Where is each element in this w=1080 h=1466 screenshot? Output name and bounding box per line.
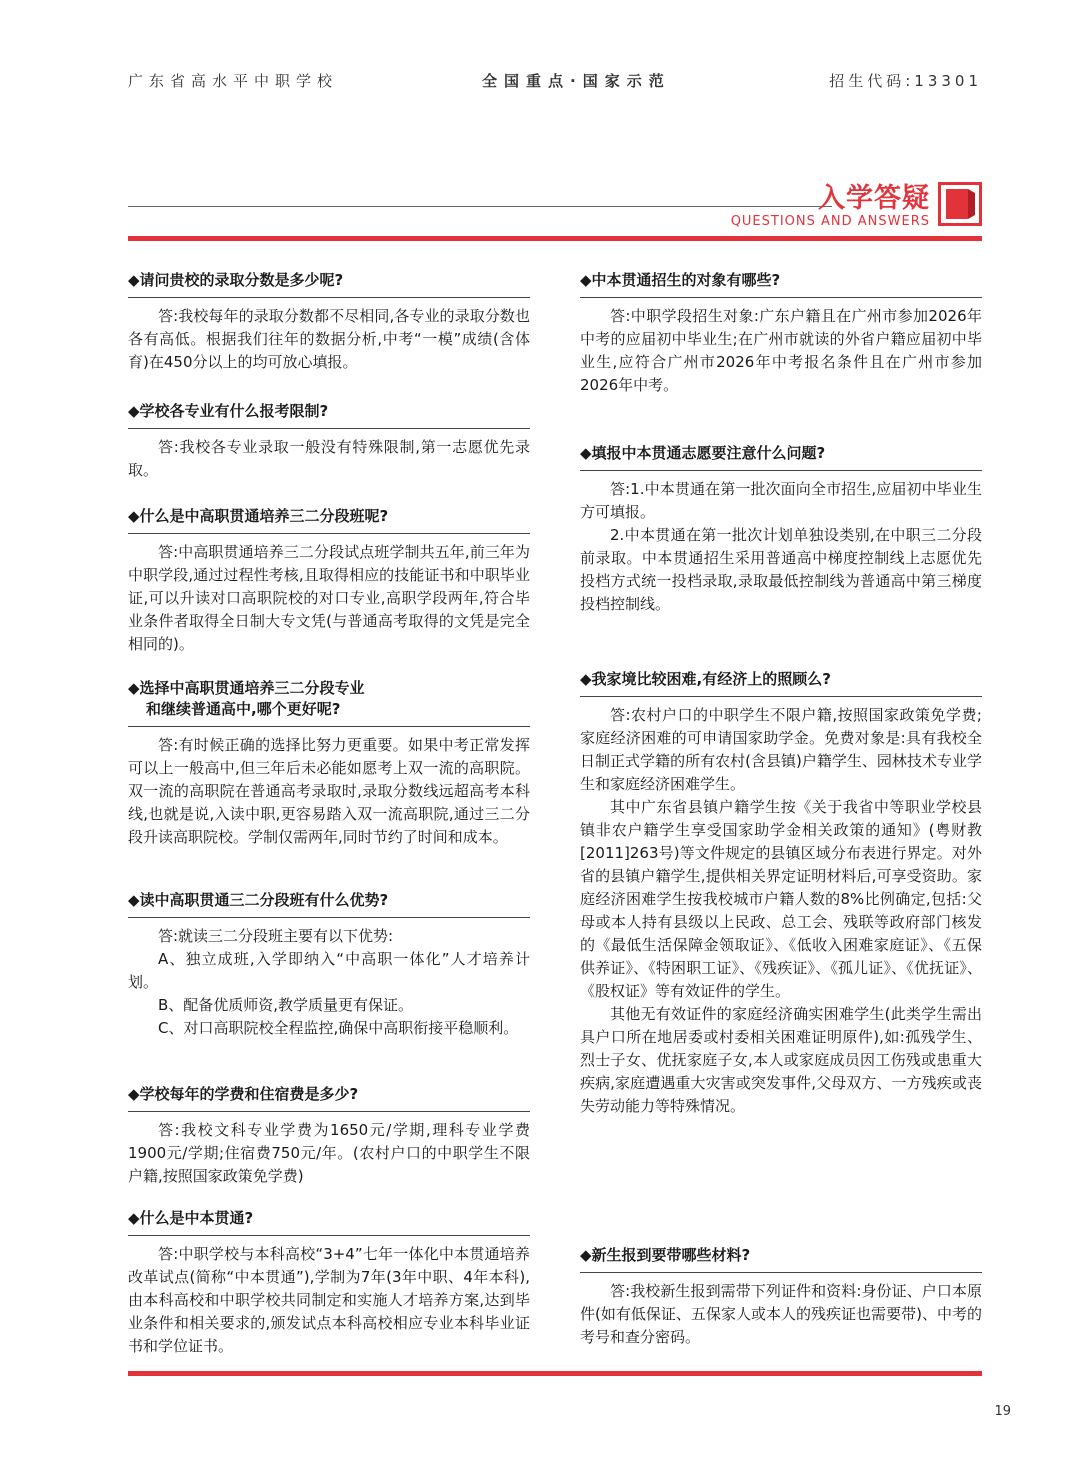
qa-item: [580, 669, 982, 1118]
question-heading: [580, 443, 982, 471]
question-text: ◆请问贵校的录取分数是多少呢?: [128, 271, 344, 289]
header-honor: 全国重点·国家示范: [482, 72, 671, 90]
question-text: ◆填报中本贯通志愿要注意什么问题?: [580, 444, 826, 462]
answer-paragraph: 其中广东省县镇户籍学生按《关于我省中等职业学校县镇非农户籍学生享受国家助学金相关政策的通知》(粤财教[2011]263号)等文件规定的县镇区域分布表进行界定。对外省的县镇户籍学生,提供相关界定证明材料后,可享受资助。家庭经济困难学生按我校城市户籍人数的8%比例确定,包括:父母或本人持有县级以上民政、总工会、残联等政府部门核发的《最低生活保障金领取证》、《低收入困难家庭证》、《五保供养证》、《特困职工证》、《残疾证》、《孤儿证》、《优抚证》、《股权证》等有效证件的学生。: [580, 798, 982, 1000]
answer-paragraph: 答:有时候正确的选择比努力更重要。如果中考正常发挥可以上一般高中,但三年后未必能如愿考上双一流的高职院。双一流的高职院在普通高考录取时,录取分数线远超高考本科线,也就是说,入读中职,更容易踏入双一流高职院,通过三二分段升读高职院校。学制仅需两年,同时节约了时间和成本。: [128, 736, 530, 846]
answer-body: [580, 704, 982, 1118]
question-heading: [128, 1208, 530, 1236]
answer-paragraph: B、配备优质师资,教学质量更有保证。: [158, 996, 414, 1014]
question-heading: [128, 401, 530, 429]
qa-item: [128, 1208, 530, 1358]
question-heading: [128, 678, 530, 727]
answer-paragraph: 答:我校每年的录取分数都不尽相同,各专业的录取分数也各有高低。根据我们往年的数据分析,中考“一模”成绩(含体育)在450分以上的均可放心填报。: [128, 307, 530, 371]
footer-red-bar: [128, 1371, 982, 1376]
answer-paragraph: 答:就读三二分段班主要有以下优势:: [158, 927, 394, 945]
answer-paragraph: 答:中职学校与本科高校“3+4”七年一体化中本贯通培养改革试点(简称“中本贯通”),学制为7年(3年中职、4年本科),由本科高校和中职学校共同制定和实施人才培养方案,达到毕业条件和相关要求的,颁发试点本科高校相应专业本科毕业证书和学位证书。: [128, 1245, 530, 1355]
answer-body: [128, 436, 530, 482]
question-text: ◆读中高职贯通三二分段班有什么优势?: [128, 891, 389, 909]
question-text: ◆学校每年的学费和住宿费是多少?: [128, 1085, 359, 1103]
page-number: 19: [994, 1404, 1011, 1419]
answer-paragraph: 其他无有效证件的家庭经济确实困难学生(此类学生需出具户口所在地居委或村委相关困难证明原件),如:孤残学生、烈士子女、优抚家庭子女,本人或家庭成员因工伤残或患重大疾病,家庭遭遇重大灾害或突发事件,父母双方、一方残疾或丧失劳动能力等特殊情况。: [580, 1005, 982, 1115]
section-subtitle: QUESTIONS AND ANSWERS: [730, 214, 930, 229]
question-heading: [580, 1245, 982, 1273]
section-title: 入学答疑: [818, 183, 930, 214]
qa-item: [128, 401, 530, 482]
question-heading: [128, 1084, 530, 1112]
answer-body: [580, 1280, 982, 1349]
answer-paragraph: A、独立成班,入学即纳入“中高职一体化”人才培养计划。: [128, 950, 530, 991]
qa-item: [580, 1245, 982, 1349]
answer-body: [128, 1119, 530, 1188]
question-heading: [580, 669, 982, 697]
qa-item: [128, 678, 530, 849]
qa-item: [580, 443, 982, 616]
answer-body: [580, 478, 982, 616]
question-text: ◆中本贯通招生的对象有哪些?: [580, 271, 781, 289]
question-text: ◆选择中高职贯通培养三二分段专业: [128, 679, 365, 697]
answer-body: [128, 734, 530, 849]
question-text: ◆学校各专业有什么报考限制?: [128, 402, 329, 420]
section-banner: [128, 176, 982, 246]
question-text-line2: 和继续普通高中,哪个更好呢?: [146, 700, 341, 718]
answer-paragraph: 答:我校文科专业学费为1650元/学期,理科专业学费1900元/学期;住宿费750元/年。(农村户口的中职学生不限户籍,按照国家政策免学费): [128, 1121, 530, 1185]
answer-body: [580, 305, 982, 397]
qa-item: [128, 1084, 530, 1188]
qa-item: [128, 890, 530, 1040]
answer-paragraph: 答:中职学段招生对象:广东户籍且在广州市参加2026年中考的应届初中毕业生;在广州市就读的外省户籍应届初中毕业生,应符合广州市2026年中考报名条件且在广州市参加2026年中考。: [580, 307, 982, 394]
qa-item: [128, 270, 530, 374]
question-text: ◆什么是中高职贯通培养三二分段班呢?: [128, 507, 389, 525]
answer-paragraph: C、对口高职院校全程监控,确保中高职衔接平稳顺利。: [158, 1019, 519, 1037]
question-heading: [128, 506, 530, 534]
answer-paragraph: 2.中本贯通在第一批次计划单独设类别,在中职三二分段前录取。中本贯通招生采用普通高中梯度控制线上志愿优先投档方式统一投档录取,录取最低控制线为普通高中第三梯度投档控制线。: [580, 526, 982, 613]
answer-paragraph: 答:农村户口的中职学生不限户籍,按照国家政策免学费;家庭经济困难的可申请国家助学金。免费对象是:具有我校全日制正式学籍的所有农村(含县镇)户籍学生、园林技术专业学生和家庭经济困难学生。: [580, 706, 982, 793]
answer-paragraph: 答:我校各专业录取一般没有特殊限制,第一志愿优先录取。: [128, 438, 530, 479]
question-heading: [128, 890, 530, 918]
question-text: ◆新生报到要带哪些材料?: [580, 1246, 751, 1264]
answer-body: [128, 305, 530, 374]
top-header: [128, 70, 982, 94]
question-heading: [580, 270, 982, 298]
answer-body: [128, 1243, 530, 1358]
question-text: ◆我家境比较困难,有经济上的照顾么?: [580, 670, 831, 688]
answer-paragraph: 答:中高职贯通培养三二分段试点班学制共五年,前三年为中职学段,通过过程性考核,且取得相应的技能证书和中职毕业证,可以升读对口高职院校的对口专业,高职学段两年,符合毕业条件者取得全日制大专文凭(与普通高考取得的文凭是完全相同的)。: [128, 543, 530, 653]
question-text: ◆什么是中本贯通?: [128, 1209, 254, 1227]
answer-paragraph: 答:1.中本贯通在第一批次面向全市招生,应届初中毕业生方可填报。: [580, 480, 982, 521]
qa-item: [580, 270, 982, 397]
banner-red-bar: [128, 236, 982, 241]
door-icon: [938, 182, 982, 226]
answer-paragraph: 答:我校新生报到需带下列证件和资料:身份证、户口本原件(如有低保证、五保家人或本人的残疾证也需要带)、中考的考号和查分密码。: [580, 1282, 982, 1346]
header-enroll-code: 招生代码:13301: [829, 72, 982, 90]
question-heading: [128, 270, 530, 298]
banner-divider: [128, 206, 832, 207]
qa-item: [128, 506, 530, 656]
answer-body: [128, 925, 530, 1040]
answer-body: [128, 541, 530, 656]
header-school-level: 广东省高水平中职学校: [128, 72, 339, 90]
